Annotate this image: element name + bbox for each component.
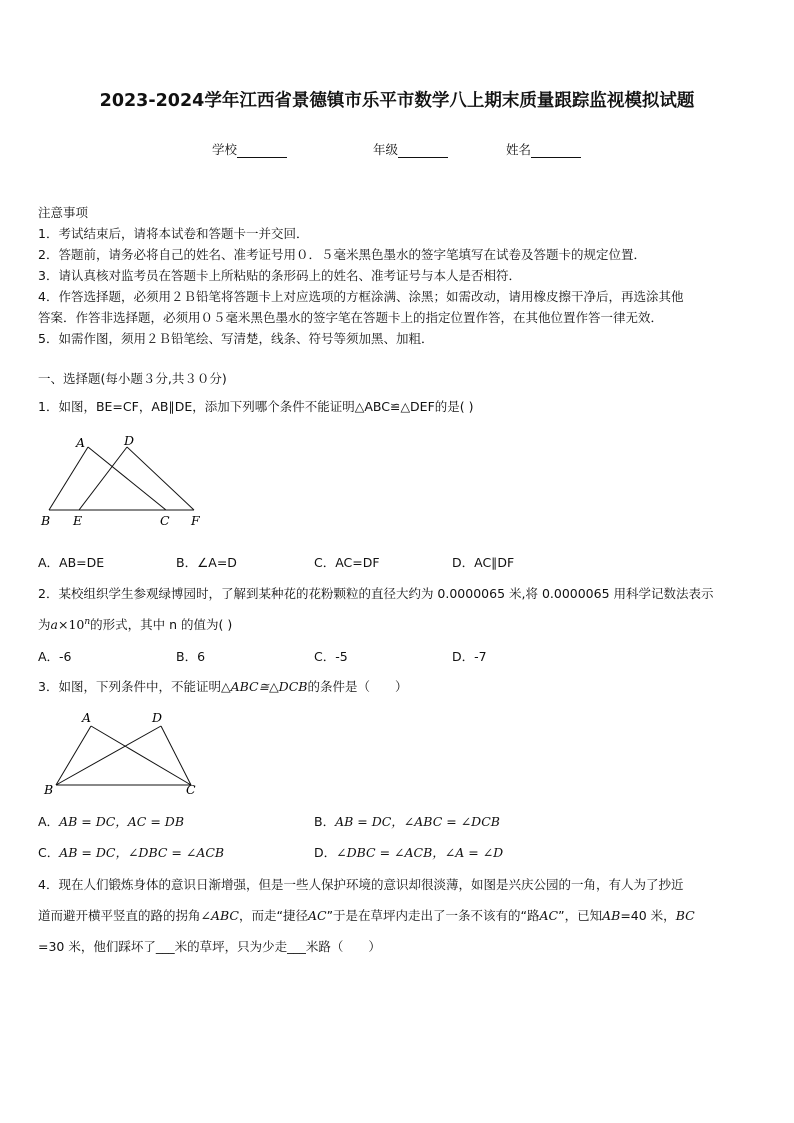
q4-ac-2: AC <box>539 908 559 923</box>
notice-item-2: 2．答题前，请务必将自己的姓名、准考证号用０．５毫米黑色墨水的签字笔填写在试卷及答题卡的规定位置． <box>38 247 646 262</box>
q2-stem-prefix: 为 <box>38 617 51 632</box>
notice-item-1: 1．考试结束后，请将本试卷和答题卡一并交回． <box>38 226 309 241</box>
q4-text-5: =40 米， <box>620 908 676 923</box>
q1-line-BA <box>49 447 88 510</box>
q2-option-d: D．-7 <box>452 649 487 664</box>
q2-var-a: a <box>50 617 58 632</box>
q3-option-c-text: AB = DC，∠DBC = ∠ACB <box>59 845 225 860</box>
q3-option-d-text: ∠DBC = ∠ACB，∠A = ∠D <box>336 845 504 860</box>
q3-label-A: A <box>82 710 92 725</box>
notice-item-5: 5．如需作图，须用２Ｂ铅笔绘、写清楚，线条、符号等须加黑、加粗． <box>38 331 434 346</box>
q3-stem-suffix: 的条件是（ ） <box>307 679 408 694</box>
q1-label-C: C <box>160 513 170 528</box>
q1-option-c: C．AC=DF <box>314 555 380 570</box>
grade-blank <box>398 144 448 158</box>
q4-text-1: 道而避开横平竖直的路的拐角 <box>38 908 201 923</box>
q4-stem-line2 <box>38 906 695 924</box>
q4-ac-1: AC <box>307 908 327 923</box>
q3-label-D: D <box>152 710 163 725</box>
notice-item-3: 3．请认真核对监考员在答题卡上所粘贴的条形码上的姓名、准考证号与本人是否相符． <box>38 268 521 283</box>
school-blank <box>237 144 287 158</box>
q2-stem-suffix: 的形式，其中 n 的值为( ) <box>90 617 233 632</box>
name-label: 姓名 <box>506 142 532 157</box>
name-blank <box>531 144 581 158</box>
name-field <box>506 140 581 158</box>
q1-label-A: A <box>76 435 86 450</box>
grade-field <box>373 140 448 158</box>
q2-option-b: B．6 <box>176 649 206 664</box>
q1-option-b: B．∠A=D <box>176 555 237 570</box>
school-field <box>212 140 287 158</box>
page-title: 2023-2024学年江西省景德镇市乐平市数学八上期末质量跟踪监视模拟试题 <box>99 91 695 111</box>
q1-option-a: A．AB=DE <box>38 555 105 570</box>
q4-text-4: ”，已知 <box>558 908 603 923</box>
q3-option-d-prefix: D． <box>314 845 337 860</box>
q4-text-2: ，而走“捷径 <box>239 908 308 923</box>
q4-stem-line1: 4．现在人们锻炼身体的意识日渐增强，但是一些人保护环境的意识却很淡薄，如图是兴庆公园的一角，有人为了抄近 <box>38 877 684 892</box>
school-label: 学校 <box>212 142 238 157</box>
q3-line-BD <box>56 726 161 785</box>
q3-option-a-prefix: A． <box>38 814 60 829</box>
q3-line-BA <box>56 726 91 785</box>
q4-text-3: ”于是在草坪内走出了一条不该有的“路 <box>326 908 540 923</box>
q4-ab: AB <box>602 908 621 923</box>
q1-label-F: F <box>191 513 200 528</box>
q3-option-b <box>314 812 500 830</box>
q3-option-c <box>38 843 224 861</box>
q3-stem-prefix: 3．如图，下列条件中，不能证明 <box>38 679 221 694</box>
q1-line-DF <box>127 447 194 510</box>
notice-item-4: 4．作答选择题，必须用２Ｂ铅笔将答题卡上对应选项的方框涂满、涂黑；如需改动，请用橡皮擦干净后，再选涂其他 <box>38 289 684 304</box>
q3-option-a-text: AB = DC，AC = DB <box>59 814 185 829</box>
q1-option-d: D．AC∥DF <box>452 555 515 570</box>
q4-stem-line3: =30 米，他们踩坏了___米的草坪，只为少走___米路（ ） <box>38 939 381 954</box>
q1-stem: 1．如图，BE=CF，AB∥DE，添加下列哪个条件不能证明△ABC≌△DEF的是( ) <box>38 399 474 414</box>
q3-stem <box>38 677 407 695</box>
q3-option-b-text: AB = DC，∠ABC = ∠DCB <box>335 814 500 829</box>
q2-exponent-n: n <box>84 616 91 627</box>
q1-figure <box>36 430 216 530</box>
q2-stem-line2 <box>38 615 232 633</box>
q2-stem-line1: 2．某校组织学生参观绿博园时，了解到某种花的花粉颗粒的直径大约为 0.0000065 米,将 0.0000065 用科学记数法表示 <box>38 586 714 601</box>
grade-label: 年级 <box>373 142 399 157</box>
q3-option-a <box>38 812 184 830</box>
q3-option-c-prefix: C． <box>38 845 60 860</box>
notice-item-4-cont: 答案．作答非选择题，必须用０５毫米黑色墨水的签字笔在答题卡上的指定位置作答，在其他位置作答一律无效． <box>38 310 664 325</box>
q3-stem-congruence: △ABC≅△DCB <box>220 679 308 694</box>
q2-option-c: C．-5 <box>314 649 348 664</box>
q1-label-B: B <box>41 513 51 528</box>
q4-bc: BC <box>675 908 695 923</box>
q2-option-a: A．-6 <box>38 649 72 664</box>
q2-times-ten: ×10 <box>57 617 85 632</box>
q1-line-ED <box>79 447 127 510</box>
section-heading: 一、选择题(每小题３分,共３０分) <box>38 371 227 386</box>
q1-label-E: E <box>73 513 83 528</box>
q3-label-B: B <box>44 782 54 797</box>
q3-figure <box>36 708 206 803</box>
q3-option-b-prefix: B． <box>314 814 336 829</box>
q3-label-C: C <box>186 782 196 797</box>
q3-option-d <box>314 843 503 861</box>
q1-line-AC <box>88 447 166 510</box>
q1-label-D: D <box>124 433 135 448</box>
q4-angle-abc: ∠ABC <box>200 908 239 923</box>
notice-heading: 注意事项 <box>38 205 89 220</box>
